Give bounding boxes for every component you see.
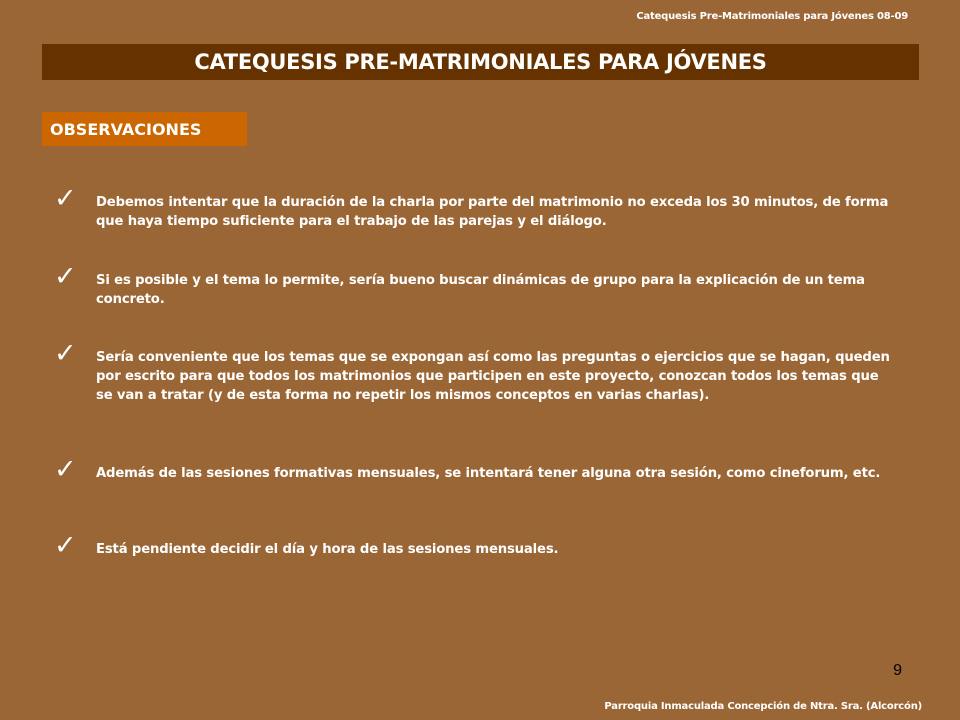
checkmark-icon: ✓: [54, 530, 77, 561]
checkmark-icon: ✓: [54, 338, 77, 369]
page-title: CATEQUESIS PRE-MATRIMONIALES PARA JÓVENES: [194, 50, 767, 74]
section-heading: OBSERVACIONES: [50, 119, 202, 139]
list-item-text: Debemos intentar que la duración de la charla por parte del matrimonio no exceda los 30 minutos, de forma que haya tiempo suficiente para el trabajo de las parejas y el diálogo.: [96, 195, 889, 229]
list-item: [54, 261, 894, 309]
page-number: 9: [893, 662, 902, 679]
list-item: [54, 530, 894, 561]
checkmark-icon: ✓: [54, 454, 77, 485]
header-note: Catequesis Pre-Matrimoniales para Jóvenes 08-09: [636, 11, 908, 22]
footer-note: Parroquia Inmaculada Concepción de Ntra. Sra. (Alcorcón): [604, 701, 922, 712]
section-tag: [42, 112, 247, 146]
list-item-text: Sería conveniente que los temas que se expongan así como las preguntas o ejercicios que se hagan, queden por escrito para que todos los matrimonios que participen en este proyecto, conozcan todos los temas que se van a tratar (y de esta forma no repetir los mismos conceptos en varias charlas).: [96, 350, 890, 403]
list-item: [54, 338, 894, 405]
checkmark-icon: ✓: [54, 183, 77, 214]
list-item-text: Si es posible y el tema lo permite, sería bueno buscar dinámicas de grupo para la explicación de un tema concreto.: [96, 273, 865, 307]
list-item-text: Además de las sesiones formativas mensuales, se intentará tener alguna otra sesión, como cineforum, etc.: [96, 466, 881, 481]
list-item: [54, 454, 894, 485]
title-bar: [42, 44, 919, 80]
list-item: [54, 183, 894, 231]
checkmark-icon: ✓: [54, 261, 77, 292]
list-item-text: Está pendiente decidir el día y hora de las sesiones mensuales.: [96, 542, 559, 557]
